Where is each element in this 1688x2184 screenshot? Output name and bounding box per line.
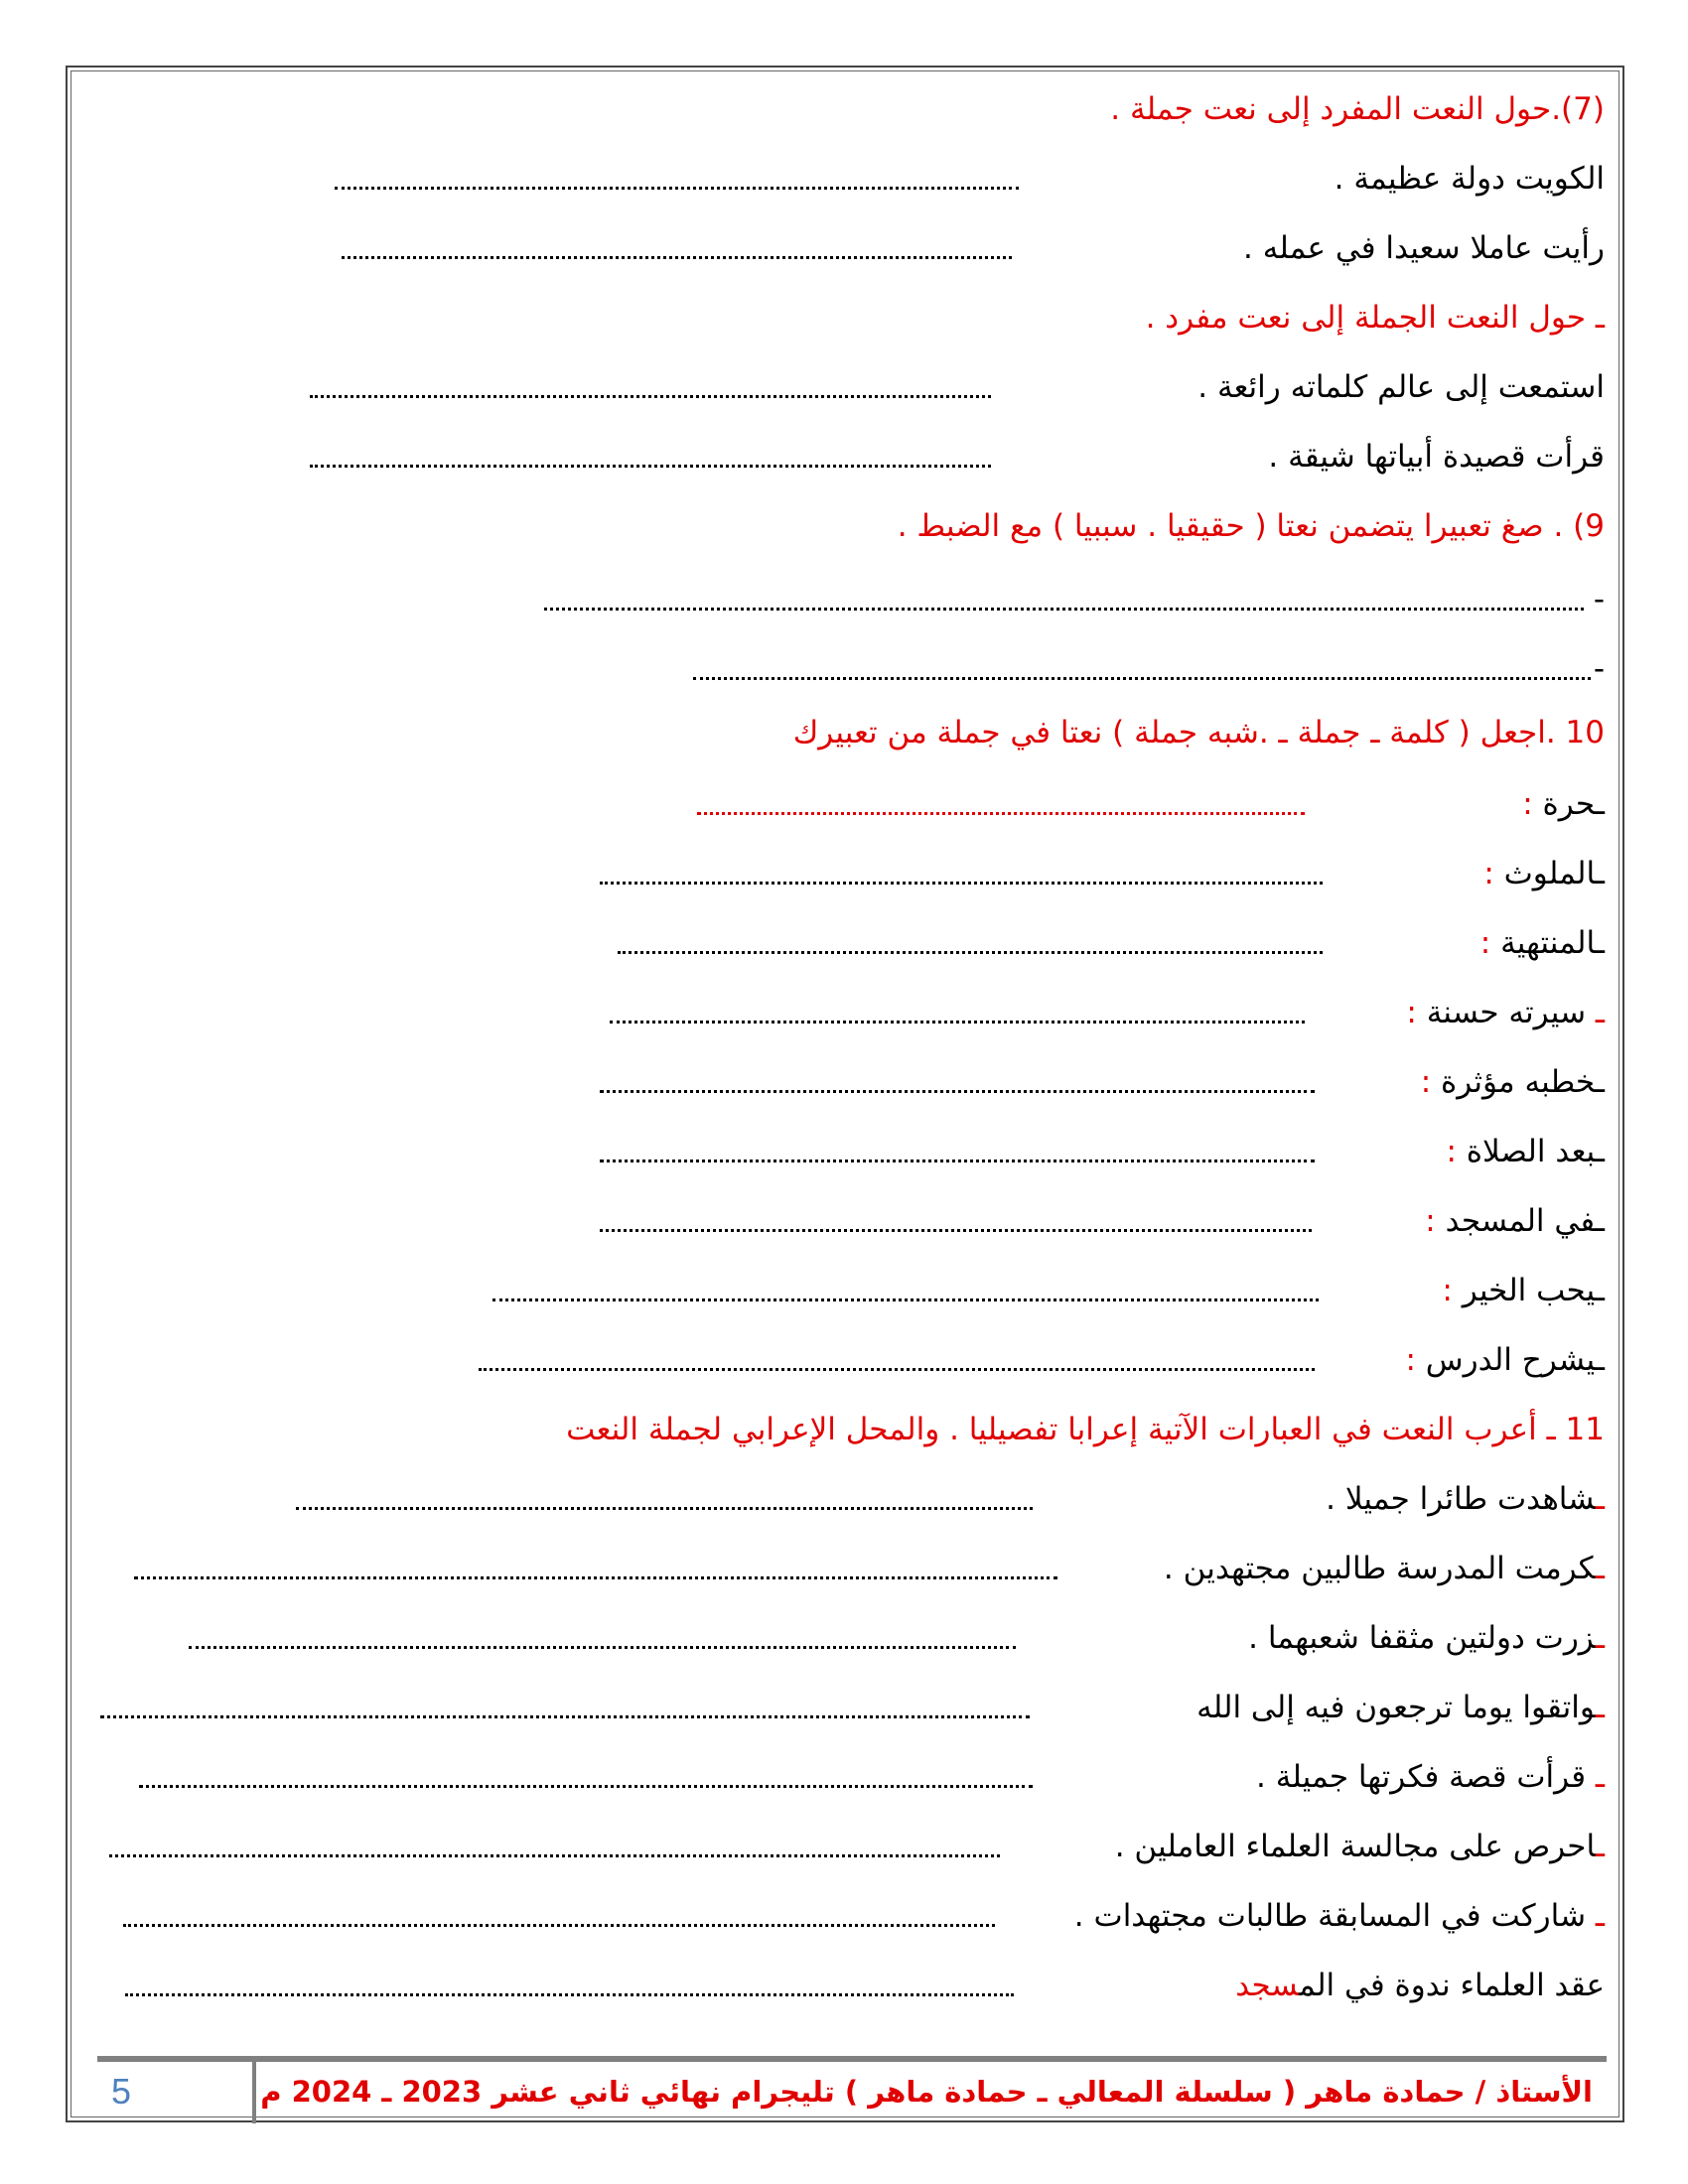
sentence-tail: سجد bbox=[1235, 1968, 1300, 2003]
answer-blank[interactable] bbox=[296, 1507, 1033, 1510]
dash-marker: ـ bbox=[1595, 995, 1605, 1030]
sentence-text bbox=[1256, 1747, 1605, 1807]
dash-marker: ـ bbox=[1595, 1898, 1605, 1934]
phrase-label bbox=[1522, 774, 1605, 834]
answer-blank[interactable] bbox=[342, 256, 1012, 259]
sentence-text bbox=[1196, 1678, 1605, 1737]
colon-marker: : bbox=[1425, 1203, 1446, 1239]
answer-blank[interactable] bbox=[544, 608, 1584, 611]
answer-blank[interactable] bbox=[693, 677, 1591, 680]
sentence-text: الكويت دولة عظيمة . bbox=[1334, 161, 1605, 197]
question-heading bbox=[0, 496, 1688, 556]
exercise-line bbox=[0, 1191, 1688, 1251]
answer-blank[interactable] bbox=[600, 1090, 1315, 1093]
answer-blank[interactable] bbox=[125, 1993, 1014, 1996]
exercise-line bbox=[0, 357, 1688, 417]
exercise-line bbox=[0, 774, 1688, 834]
exercise-line bbox=[0, 1469, 1688, 1529]
answer-blank[interactable] bbox=[610, 1021, 1305, 1024]
exercise-line bbox=[0, 1122, 1688, 1181]
footer-divider bbox=[97, 2056, 1607, 2062]
phrase-label bbox=[1446, 1122, 1605, 1181]
sentence-text bbox=[1115, 1817, 1605, 1876]
sentence-text bbox=[1248, 1608, 1605, 1668]
question-heading bbox=[0, 703, 1688, 762]
exercise-line bbox=[0, 1330, 1688, 1390]
phrase-text: يشرح الدرس bbox=[1425, 1342, 1596, 1378]
exercise-line bbox=[0, 1817, 1688, 1876]
phrase-label bbox=[1442, 1261, 1605, 1320]
answer-blank[interactable] bbox=[134, 1576, 1057, 1579]
dash-marker: ـ bbox=[1595, 856, 1605, 891]
sentence-text bbox=[1164, 1539, 1605, 1598]
sentence: زرت دولتين مثقفا شعبهما . bbox=[1248, 1620, 1596, 1656]
sentence: كرمت المدرسة طالبين مجتهدين . bbox=[1163, 1551, 1596, 1586]
question-title: (7).حول النعت المفرد إلى نعت جملة . bbox=[1110, 91, 1605, 127]
phrase-label bbox=[1421, 1052, 1605, 1112]
dash-marker: ـ bbox=[1595, 1690, 1605, 1725]
phrase-label bbox=[1480, 913, 1605, 973]
sentence: واتقوا يوما ترجعون فيه إلى الله bbox=[1196, 1690, 1596, 1725]
dash-marker: ـ bbox=[1595, 925, 1605, 961]
exercise-line bbox=[0, 983, 1688, 1042]
dash-marker: ـ bbox=[1595, 1481, 1605, 1517]
sentence-text bbox=[1235, 1956, 1605, 2015]
answer-blank[interactable] bbox=[600, 882, 1323, 885]
phrase-text: سيرته حسنة bbox=[1426, 995, 1596, 1030]
answer-blank[interactable] bbox=[109, 1854, 1000, 1857]
exercise-line bbox=[0, 1678, 1688, 1737]
colon-marker: : bbox=[1479, 925, 1501, 961]
answer-blank[interactable] bbox=[123, 1924, 995, 1927]
answer-blank[interactable] bbox=[600, 1160, 1315, 1162]
sentence: عقد العلماء ندوة في الم bbox=[1299, 1968, 1605, 2003]
dash-marker: ـ bbox=[1595, 1064, 1605, 1100]
question-heading bbox=[0, 288, 1688, 347]
answer-blank[interactable] bbox=[310, 395, 991, 398]
dash-marker: ـ bbox=[1595, 1551, 1605, 1586]
sentence-text: قرأت قصيدة أبياتها شيقة . bbox=[1268, 439, 1605, 475]
sentence-text bbox=[1074, 1886, 1605, 1946]
footer-text: الأستاذ / حمادة ماهر ( سلسلة المعالي ـ حمادة ماهر ) تليجرام نهائي ثاني عشر 2023 ـ 2024 م bbox=[260, 2075, 1593, 2109]
dash-marker: ـ bbox=[1595, 1273, 1605, 1308]
exercise-line bbox=[0, 913, 1688, 973]
phrase-text: خطبه مؤثرة bbox=[1441, 1064, 1596, 1100]
question-heading bbox=[0, 1400, 1688, 1459]
phrase-text: المنتهية bbox=[1500, 925, 1596, 961]
colon-marker: : bbox=[1405, 1342, 1426, 1378]
answer-blank[interactable] bbox=[100, 1715, 1030, 1718]
answer-blank[interactable] bbox=[492, 1298, 1319, 1301]
dash-marker: ـ bbox=[1595, 786, 1605, 822]
answer-blank[interactable] bbox=[600, 1229, 1312, 1232]
exercise-line bbox=[0, 1608, 1688, 1668]
answer-blank[interactable] bbox=[189, 1646, 1016, 1649]
exercise-line bbox=[0, 1956, 1688, 2015]
sentence-text: - bbox=[1593, 582, 1605, 617]
exercise-line bbox=[0, 1747, 1688, 1807]
sentence: احرص على مجالسة العلماء العاملين . bbox=[1114, 1829, 1596, 1864]
exercise-line bbox=[0, 1052, 1688, 1112]
phrase-label bbox=[1406, 983, 1605, 1042]
dash-marker: ـ bbox=[1595, 1203, 1605, 1239]
sentence-text bbox=[1326, 1469, 1605, 1529]
footer-separator bbox=[252, 2056, 256, 2123]
colon-marker: : bbox=[1522, 786, 1543, 822]
dash-marker: ـ bbox=[1595, 1759, 1605, 1795]
colon-marker: : bbox=[1406, 995, 1427, 1030]
phrase-text: الملوث bbox=[1503, 856, 1596, 891]
answer-blank[interactable] bbox=[479, 1368, 1315, 1371]
question-title: 10 .اجعل ( كلمة ـ جملة ـ .شبه جملة ) نعتا في جملة من تعبيرك bbox=[792, 715, 1605, 751]
colon-marker: : bbox=[1420, 1064, 1442, 1100]
answer-blank[interactable] bbox=[697, 812, 1305, 815]
exercise-line bbox=[0, 570, 1688, 629]
question-title: 11 ـ أعرب النعت في العبارات الآتية إعرابا تفصيليا . والمحل الإعرابي لجملة النعت bbox=[566, 1412, 1605, 1447]
sentence: شاهدت طائرا جميلا . bbox=[1326, 1481, 1596, 1517]
colon-marker: : bbox=[1446, 1134, 1467, 1169]
question-title: 9) . صغ تعبيرا يتضمن نعتا ( حقيقيا . سببيا ) مع الضبط . bbox=[897, 508, 1605, 544]
answer-blank[interactable] bbox=[335, 187, 1019, 190]
phrase-text: في المسجد bbox=[1445, 1203, 1596, 1239]
colon-marker: : bbox=[1442, 1273, 1463, 1308]
dash-marker: ـ bbox=[1595, 1620, 1605, 1656]
dash-marker: ـ bbox=[1595, 1134, 1605, 1169]
dash-marker: ـ bbox=[1595, 1829, 1605, 1864]
phrase-label bbox=[1425, 1191, 1605, 1251]
answer-blank[interactable] bbox=[618, 951, 1323, 954]
phrase-text: بعد الصلاة bbox=[1466, 1134, 1596, 1169]
sentence-text: استمعت إلى عالم كلماته رائعة . bbox=[1197, 369, 1605, 405]
exercise-line bbox=[0, 427, 1688, 486]
question-heading bbox=[0, 79, 1688, 139]
exercise-line bbox=[0, 639, 1688, 699]
exercise-line bbox=[0, 844, 1688, 903]
phrase-text: حرة bbox=[1542, 786, 1596, 822]
answer-blank[interactable] bbox=[310, 465, 991, 468]
answer-blank[interactable] bbox=[139, 1785, 1033, 1788]
sentence: شاركت في المسابقة طالبات مجتهدات . bbox=[1073, 1898, 1596, 1934]
sentence-text: رأيت عاملا سعيدا في عمله . bbox=[1243, 230, 1605, 266]
colon-marker: : bbox=[1483, 856, 1504, 891]
phrase-label bbox=[1483, 844, 1605, 903]
exercise-line bbox=[0, 1539, 1688, 1598]
exercise-line bbox=[0, 1261, 1688, 1320]
question-title: ـ حول النعت الجملة إلى نعت مفرد . bbox=[1145, 300, 1605, 336]
exercise-line bbox=[0, 218, 1688, 278]
sentence-text: - bbox=[1593, 651, 1605, 687]
exercise-line bbox=[0, 149, 1688, 208]
page-number: 5 bbox=[111, 2071, 132, 2112]
sentence: قرأت قصة فكرتها جميلة . bbox=[1256, 1759, 1596, 1795]
dash-marker: ـ bbox=[1595, 1342, 1605, 1378]
exercise-line bbox=[0, 1886, 1688, 1946]
phrase-label bbox=[1405, 1330, 1605, 1390]
phrase-text: يحب الخير bbox=[1462, 1273, 1596, 1308]
